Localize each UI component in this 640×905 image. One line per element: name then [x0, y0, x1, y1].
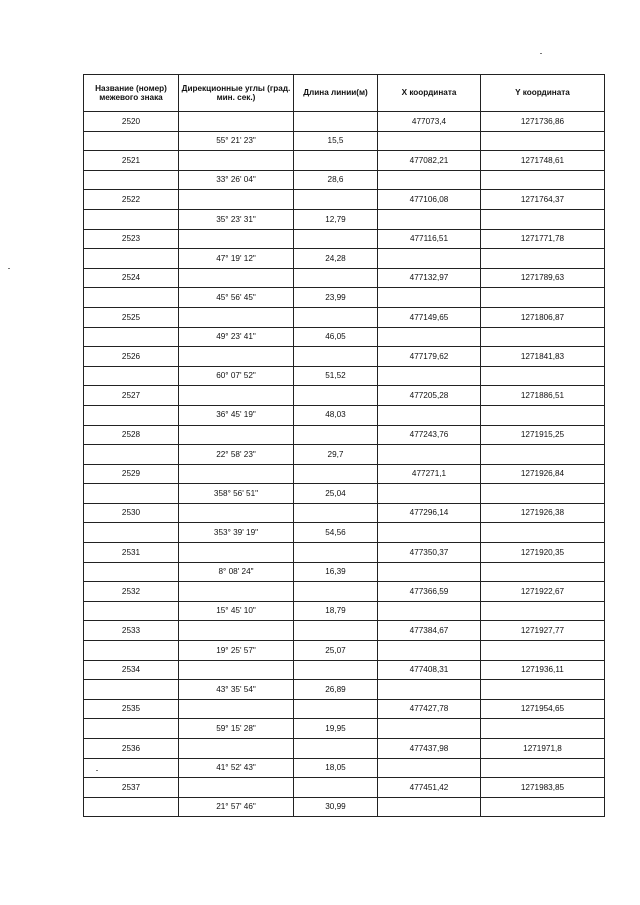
bearing-cell: 36° 45' 19"	[179, 405, 294, 425]
bearing-cell	[179, 190, 294, 210]
line-length-cell: 30,99	[294, 797, 378, 817]
line-length-cell	[294, 582, 378, 602]
table-row	[84, 445, 605, 465]
table-row	[84, 660, 605, 680]
x-coordinate-cell	[378, 366, 481, 386]
y-coordinate-cell	[481, 797, 605, 817]
y-coordinate-cell	[481, 719, 605, 739]
table-row	[84, 366, 605, 386]
line-length-cell: 25,04	[294, 484, 378, 504]
y-coordinate-cell	[481, 562, 605, 582]
y-coordinate-cell: 1271920,35	[481, 543, 605, 563]
bearing-cell	[179, 543, 294, 563]
line-length-cell: 12,79	[294, 209, 378, 229]
marker-name-cell	[84, 601, 179, 621]
table-row	[84, 386, 605, 406]
bearing-cell	[179, 621, 294, 641]
line-length-cell	[294, 778, 378, 798]
x-coordinate-cell: 477106,08	[378, 190, 481, 210]
marker-name-cell: 2528	[84, 425, 179, 445]
marker-name-cell	[84, 562, 179, 582]
bearing-cell	[179, 347, 294, 367]
y-coordinate-cell: 1271886,51	[481, 386, 605, 406]
y-coordinate-cell: 1271926,84	[481, 464, 605, 484]
marker-name-cell	[84, 131, 179, 151]
boundary-coordinates-table	[83, 74, 605, 817]
line-length-cell	[294, 112, 378, 132]
table-row	[84, 307, 605, 327]
y-coordinate-cell: 1271771,78	[481, 229, 605, 249]
marker-name-cell	[84, 170, 179, 190]
y-coordinate-cell	[481, 405, 605, 425]
table-row	[84, 347, 605, 367]
marker-name-cell	[84, 249, 179, 269]
line-length-cell	[294, 229, 378, 249]
bearing-cell: 55° 21' 23"	[179, 131, 294, 151]
header-bearing: Дирекционные углы (град. мин. сек.)	[179, 75, 294, 112]
marker-name-cell	[84, 327, 179, 347]
x-coordinate-cell	[378, 523, 481, 543]
bearing-cell	[179, 503, 294, 523]
table-row	[84, 797, 605, 817]
x-coordinate-cell	[378, 209, 481, 229]
y-coordinate-cell: 1271954,65	[481, 699, 605, 719]
y-coordinate-cell	[481, 523, 605, 543]
table-row	[84, 778, 605, 798]
x-coordinate-cell: 477132,97	[378, 268, 481, 288]
y-coordinate-cell: 1271983,85	[481, 778, 605, 798]
table-row	[84, 543, 605, 563]
marker-name-cell: 2522	[84, 190, 179, 210]
bearing-cell: 59° 15' 28"	[179, 719, 294, 739]
line-length-cell: 18,05	[294, 758, 378, 778]
bearing-cell	[179, 229, 294, 249]
line-length-cell: 51,52	[294, 366, 378, 386]
x-coordinate-cell	[378, 288, 481, 308]
bearing-cell	[179, 778, 294, 798]
x-coordinate-cell: 477384,67	[378, 621, 481, 641]
table-row	[84, 523, 605, 543]
line-length-cell: 16,39	[294, 562, 378, 582]
table-row	[84, 190, 605, 210]
y-coordinate-cell	[481, 484, 605, 504]
x-coordinate-cell	[378, 170, 481, 190]
x-coordinate-cell: 477451,42	[378, 778, 481, 798]
bearing-cell: 8° 08' 24"	[179, 562, 294, 582]
table-row	[84, 621, 605, 641]
line-length-cell	[294, 307, 378, 327]
x-coordinate-cell	[378, 680, 481, 700]
line-length-cell	[294, 621, 378, 641]
table-row	[84, 425, 605, 445]
line-length-cell	[294, 699, 378, 719]
x-coordinate-cell: 477437,98	[378, 739, 481, 759]
x-coordinate-cell	[378, 562, 481, 582]
x-coordinate-cell: 477243,76	[378, 425, 481, 445]
table-row	[84, 112, 605, 132]
x-coordinate-cell: 477179,62	[378, 347, 481, 367]
x-coordinate-cell	[378, 445, 481, 465]
line-length-cell: 28,6	[294, 170, 378, 190]
line-length-cell	[294, 386, 378, 406]
marker-name-cell	[84, 680, 179, 700]
x-coordinate-cell: 477408,31	[378, 660, 481, 680]
bearing-cell: 19° 25' 57"	[179, 641, 294, 661]
x-coordinate-cell	[378, 641, 481, 661]
y-coordinate-cell	[481, 601, 605, 621]
y-coordinate-cell	[481, 288, 605, 308]
table-row	[84, 209, 605, 229]
table-row	[84, 484, 605, 504]
line-length-cell	[294, 503, 378, 523]
bearing-cell	[179, 425, 294, 445]
scan-speck	[8, 268, 10, 269]
y-coordinate-cell	[481, 131, 605, 151]
y-coordinate-cell	[481, 445, 605, 465]
bearing-cell: 33° 26' 04"	[179, 170, 294, 190]
marker-name-cell: 2520	[84, 112, 179, 132]
x-coordinate-cell: 477205,28	[378, 386, 481, 406]
table-row	[84, 503, 605, 523]
table-row	[84, 641, 605, 661]
line-length-cell: 46,05	[294, 327, 378, 347]
bearing-cell	[179, 386, 294, 406]
x-coordinate-cell	[378, 601, 481, 621]
x-coordinate-cell	[378, 484, 481, 504]
bearing-cell: 21° 57' 46"	[179, 797, 294, 817]
bearing-cell: 49° 23' 41"	[179, 327, 294, 347]
header-y-coordinate: Y координата	[481, 75, 605, 112]
x-coordinate-cell	[378, 249, 481, 269]
table-row	[84, 562, 605, 582]
x-coordinate-cell: 477116,51	[378, 229, 481, 249]
y-coordinate-cell: 1271789,63	[481, 268, 605, 288]
table-row	[84, 719, 605, 739]
line-length-cell: 19,95	[294, 719, 378, 739]
table-body	[84, 112, 605, 817]
marker-name-cell: 2525	[84, 307, 179, 327]
table-row	[84, 601, 605, 621]
x-coordinate-cell: 477073,4	[378, 112, 481, 132]
y-coordinate-cell: 1271736,86	[481, 112, 605, 132]
line-length-cell	[294, 268, 378, 288]
line-length-cell: 24,28	[294, 249, 378, 269]
marker-name-cell: 2523	[84, 229, 179, 249]
bearing-cell: 35° 23' 31"	[179, 209, 294, 229]
line-length-cell: 48,03	[294, 405, 378, 425]
y-coordinate-cell: 1271806,87	[481, 307, 605, 327]
y-coordinate-cell: 1271841,83	[481, 347, 605, 367]
table-row	[84, 739, 605, 759]
bearing-cell	[179, 739, 294, 759]
bearing-cell	[179, 660, 294, 680]
marker-name-cell: 2530	[84, 503, 179, 523]
line-length-cell	[294, 190, 378, 210]
x-coordinate-cell: 477271,1	[378, 464, 481, 484]
marker-name-cell	[84, 405, 179, 425]
marker-name-cell	[84, 209, 179, 229]
bearing-cell	[179, 464, 294, 484]
table-row	[84, 582, 605, 602]
bearing-cell: 47° 19' 12"	[179, 249, 294, 269]
marker-name-cell: 2529	[84, 464, 179, 484]
marker-name-cell	[84, 641, 179, 661]
table-row	[84, 288, 605, 308]
table-row	[84, 268, 605, 288]
table-row	[84, 405, 605, 425]
table-header-row	[84, 75, 605, 112]
bearing-cell	[179, 307, 294, 327]
marker-name-cell: 2526	[84, 347, 179, 367]
table-row	[84, 131, 605, 151]
y-coordinate-cell	[481, 249, 605, 269]
bearing-cell: 15° 45' 10"	[179, 601, 294, 621]
marker-name-cell	[84, 366, 179, 386]
marker-name-cell: 2537	[84, 778, 179, 798]
line-length-cell: 18,79	[294, 601, 378, 621]
marker-name-cell: 2536	[84, 739, 179, 759]
header-line-length: Длина линии(м)	[294, 75, 378, 112]
marker-name-cell	[84, 484, 179, 504]
bearing-cell: 358° 56' 51"	[179, 484, 294, 504]
table-row	[84, 699, 605, 719]
y-coordinate-cell: 1271927,77	[481, 621, 605, 641]
marker-name-cell: 2521	[84, 151, 179, 171]
line-length-cell	[294, 739, 378, 759]
bearing-cell	[179, 268, 294, 288]
marker-name-cell	[84, 523, 179, 543]
x-coordinate-cell	[378, 327, 481, 347]
bearing-cell	[179, 699, 294, 719]
marker-name-cell	[84, 288, 179, 308]
y-coordinate-cell	[481, 170, 605, 190]
table-row	[84, 758, 605, 778]
y-coordinate-cell: 1271926,38	[481, 503, 605, 523]
bearing-cell	[179, 151, 294, 171]
x-coordinate-cell: 477350,37	[378, 543, 481, 563]
x-coordinate-cell: 477427,78	[378, 699, 481, 719]
line-length-cell: 26,89	[294, 680, 378, 700]
x-coordinate-cell	[378, 797, 481, 817]
marker-name-cell: 2535	[84, 699, 179, 719]
marker-name-cell: 2524	[84, 268, 179, 288]
y-coordinate-cell: 1271915,25	[481, 425, 605, 445]
marker-name-cell: 2532	[84, 582, 179, 602]
line-length-cell	[294, 660, 378, 680]
line-length-cell: 54,56	[294, 523, 378, 543]
y-coordinate-cell: 1271936,11	[481, 660, 605, 680]
x-coordinate-cell	[378, 131, 481, 151]
line-length-cell	[294, 464, 378, 484]
marker-name-cell	[84, 758, 179, 778]
y-coordinate-cell	[481, 327, 605, 347]
header-x-coordinate: X координата	[378, 75, 481, 112]
bearing-cell: 41° 52' 43"	[179, 758, 294, 778]
marker-name-cell	[84, 797, 179, 817]
x-coordinate-cell	[378, 405, 481, 425]
bearing-cell: 353° 39' 19"	[179, 523, 294, 543]
bearing-cell: 43° 35' 54"	[179, 680, 294, 700]
marker-name-cell: 2531	[84, 543, 179, 563]
y-coordinate-cell	[481, 209, 605, 229]
line-length-cell: 23,99	[294, 288, 378, 308]
line-length-cell: 29,7	[294, 445, 378, 465]
marker-name-cell: 2534	[84, 660, 179, 680]
line-length-cell	[294, 425, 378, 445]
bearing-cell: 22° 58' 23"	[179, 445, 294, 465]
marker-name-cell	[84, 719, 179, 739]
x-coordinate-cell: 477366,59	[378, 582, 481, 602]
line-length-cell	[294, 151, 378, 171]
x-coordinate-cell	[378, 758, 481, 778]
table-row	[84, 249, 605, 269]
line-length-cell	[294, 347, 378, 367]
scan-speck	[540, 53, 542, 54]
y-coordinate-cell	[481, 680, 605, 700]
bearing-cell: 60° 07' 52"	[179, 366, 294, 386]
bearing-cell: 45° 56' 45"	[179, 288, 294, 308]
x-coordinate-cell	[378, 719, 481, 739]
y-coordinate-cell	[481, 641, 605, 661]
table-row	[84, 464, 605, 484]
x-coordinate-cell: 477296,14	[378, 503, 481, 523]
y-coordinate-cell: 1271764,37	[481, 190, 605, 210]
y-coordinate-cell	[481, 758, 605, 778]
table-row	[84, 151, 605, 171]
table-row	[84, 327, 605, 347]
line-length-cell: 15,5	[294, 131, 378, 151]
x-coordinate-cell: 477149,65	[378, 307, 481, 327]
y-coordinate-cell: 1271748,61	[481, 151, 605, 171]
y-coordinate-cell: 1271922,67	[481, 582, 605, 602]
bearing-cell	[179, 112, 294, 132]
table-row	[84, 170, 605, 190]
marker-name-cell	[84, 445, 179, 465]
line-length-cell	[294, 543, 378, 563]
x-coordinate-cell: 477082,21	[378, 151, 481, 171]
line-length-cell: 25,07	[294, 641, 378, 661]
y-coordinate-cell: 1271971,8	[481, 739, 605, 759]
y-coordinate-cell	[481, 366, 605, 386]
marker-name-cell: 2527	[84, 386, 179, 406]
marker-name-cell: 2533	[84, 621, 179, 641]
table-row	[84, 229, 605, 249]
bearing-cell	[179, 582, 294, 602]
table-row	[84, 680, 605, 700]
header-marker-name: Название (номер) межевого знака	[84, 75, 179, 112]
